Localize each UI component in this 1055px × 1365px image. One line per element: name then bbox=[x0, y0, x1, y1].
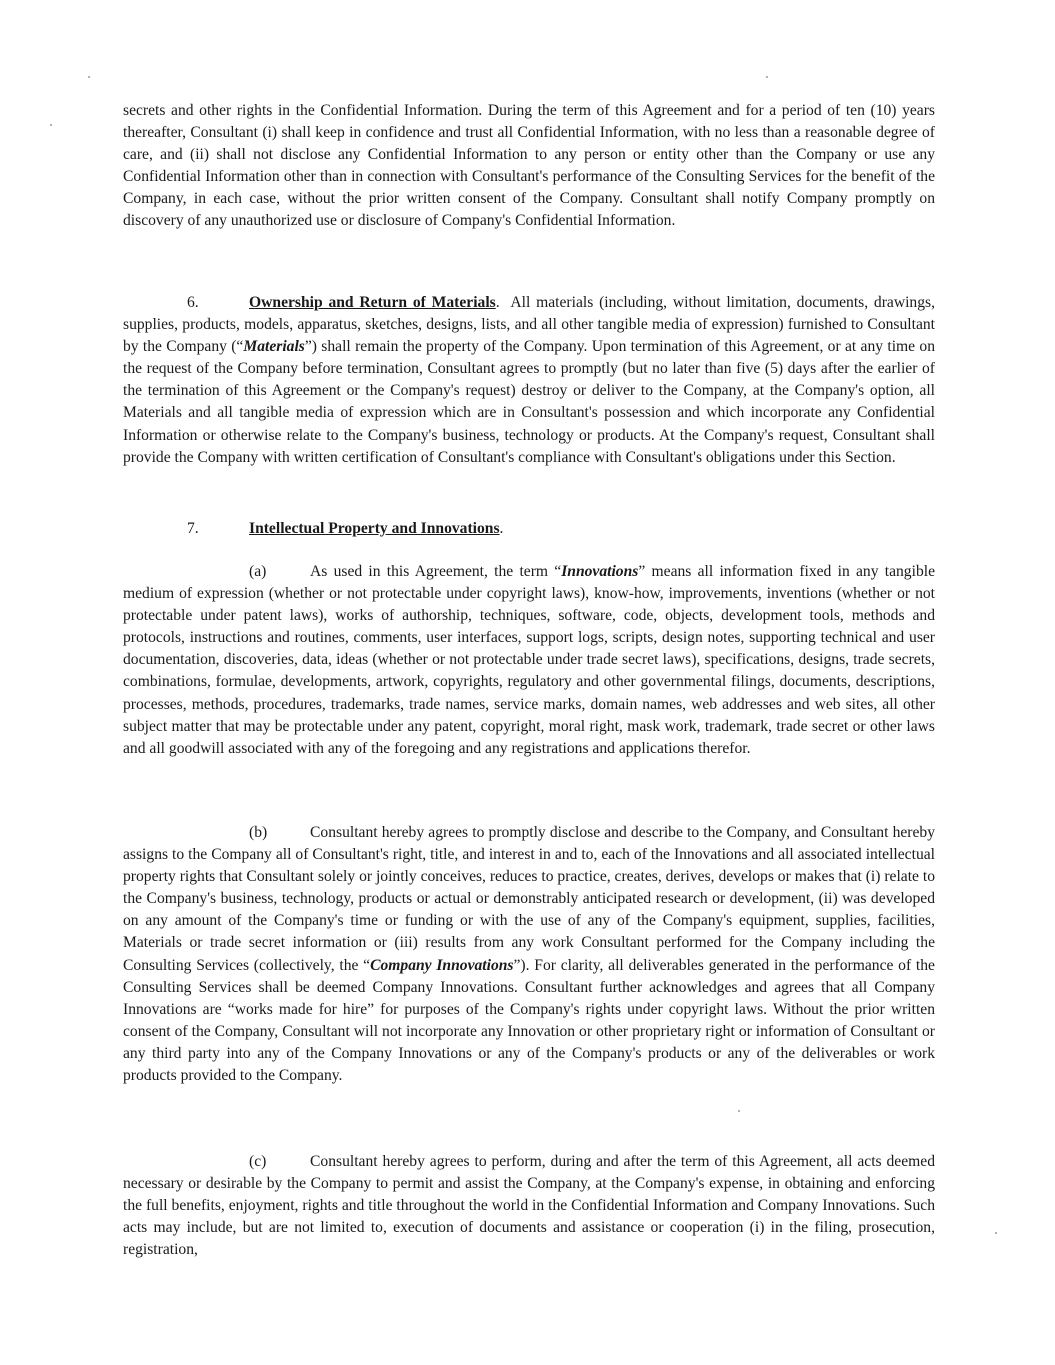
scan-speck bbox=[766, 76, 768, 78]
scan-speck bbox=[738, 1110, 740, 1112]
section-7c-paragraph bbox=[123, 1151, 935, 1261]
section-7a bbox=[123, 561, 935, 760]
section-7-heading-period: . bbox=[499, 520, 504, 537]
section-7b-text-part1: Consultant hereby agrees to promptly disclose and describe to the Company, and Consultant hereby assigns to the Company all of Consultant's right, title, and interest in and to, each of the Innovations and all associated intellectual property rights that Consultant solely or jointly conceives, reduces to practice, creates, derives, develops or makes that (i) relate to the Company's business, technology, products or actual or demonstrably anticipated research or development, (ii) was developed on any amount of the Company's time or funding or with the use of any of the Company's equipment, supplies, facilities, Materials or trade secret information or (iii) results from any work Consultant performed for the Company including the Consulting Services (collectively, the “ bbox=[123, 824, 935, 974]
paragraph-intro bbox=[123, 100, 935, 233]
section-7a-defined-term: Innovations bbox=[561, 563, 639, 580]
section-7-number: 7. bbox=[187, 520, 199, 537]
paragraph-intro-text: secrets and other rights in the Confidential Information. During the term of this Agreement and for a period of ten (10) years thereafter, Consultant (i) shall keep in confidence and trust all Confidential Information, with no less than a reasonable degree of care, and (ii) shall not disclose any Confidential Information to any person or entity other than the Company or use any Confidential Information other than in connection with Consultant's performance of the Consulting Services for the benefit of the Company, in each case, without the prior written consent of the Company. Consultant shall notify Company promptly on discovery of any unauthorized use or disclosure of Company's Confidential Information. bbox=[123, 102, 935, 230]
section-7b bbox=[123, 822, 935, 1087]
scan-speck bbox=[50, 124, 52, 126]
section-7c bbox=[123, 1151, 935, 1261]
section-6-heading-period: . bbox=[495, 294, 500, 311]
section-6 bbox=[123, 292, 935, 469]
section-6-number: 6. bbox=[187, 294, 199, 311]
section-6-heading: Ownership and Return of Materials bbox=[249, 294, 496, 311]
section-7a-text-part2: ” means all information fixed in any tangible medium of expression (whether or not protectable under copyright laws), know-how, improvements, inventions (whether or not protectable under patent laws), works of authorship, techniques, software, code, objects, development tools, methods and protocols, instructions and routines, comments, user interfaces, support logs, scripts, design notes, supporting technical and user documentation, discoveries, data, ideas (whether or not protectable under trade secret laws), specifications, designs, trade secrets, combinations, formulae, developments, artwork, copyrights, regulatory and other governmental filings, documents, descriptions, processes, methods, procedures, trademarks, trade names, service marks, domain names, web addresses and web sites, all other subject matter that may be protectable under any patent, copyright, moral right, mask work, trademark, trade secret or other laws and all goodwill associated with any of the foregoing and any registrations and applications therefor. bbox=[123, 563, 935, 757]
section-7a-label: (a) bbox=[249, 563, 267, 580]
section-7b-paragraph bbox=[123, 822, 935, 1087]
section-7-heading: Intellectual Property and Innovations bbox=[249, 520, 500, 537]
section-7b-defined-term: Company Innovations bbox=[370, 956, 514, 974]
section-7a-paragraph bbox=[123, 561, 935, 760]
section-7b-text-part2: ”). For clarity, all deliverables generated in the performance of the Consulting Services shall be deemed Company Innovations. Consultant further acknowledges and agrees that all Company Innovations are “works made for hire” for purposes of the Company's rights under copyright laws. Without the prior written consent of the Company, Consultant will not incorporate any Innovation or other proprietary right or information of Consultant or any third party into any of the Company Innovations or any of the Company's products or any of the deliverables or work products provided to the Company. bbox=[123, 956, 935, 1085]
section-6-text-part2: ”) shall remain the property of the Company. Upon termination of this Agreement, or at any time on the request of the Company before termination, Consultant agrees to promptly (but no later than five (5) days after the earlier of the termination of this Agreement or the Company's request) destroy or deliver to the Company, at the Company's option, all Materials and all tangible media of expression which are in Consultant's possession and which incorporate any Confidential Information or otherwise relate to the Company's business, technology or products. At the Company's request, Consultant shall provide the Company with written certification of Consultant's compliance with Consultant's obligations under this Section. bbox=[123, 338, 936, 466]
section-7c-text: Consultant hereby agrees to perform, during and after the term of this Agreement, all acts deemed necessary or desirable by the Company to permit and assist the Company, at the Company's expense, in obtaining and enforcing the full benefits, enjoyment, rights and title throughout the world in the Confidential Information and Company Innovations. Such acts may include, but are not limited to, execution of documents and assistance or cooperation (i) in the filing, prosecution, registration, bbox=[123, 1153, 935, 1259]
section-7c-label: (c) bbox=[249, 1153, 267, 1170]
scan-speck bbox=[995, 1232, 997, 1234]
section-6-defined-term: Materials bbox=[243, 338, 305, 356]
section-6-text-part1: All materials (including, without limitation, documents, drawings, supplies, products, models, apparatus, sketches, designs, lists, and all other tangible media of expression) furnished to Consultant by the Company (“ bbox=[123, 294, 935, 356]
section-7b-label: (b) bbox=[249, 824, 268, 841]
section-7a-text-part1: As used in this Agreement, the term “ bbox=[310, 563, 562, 580]
section-6-paragraph bbox=[123, 292, 935, 469]
section-7-heading-paragraph bbox=[123, 518, 935, 540]
scan-speck bbox=[88, 76, 90, 78]
section-7-heading-line bbox=[123, 518, 935, 540]
